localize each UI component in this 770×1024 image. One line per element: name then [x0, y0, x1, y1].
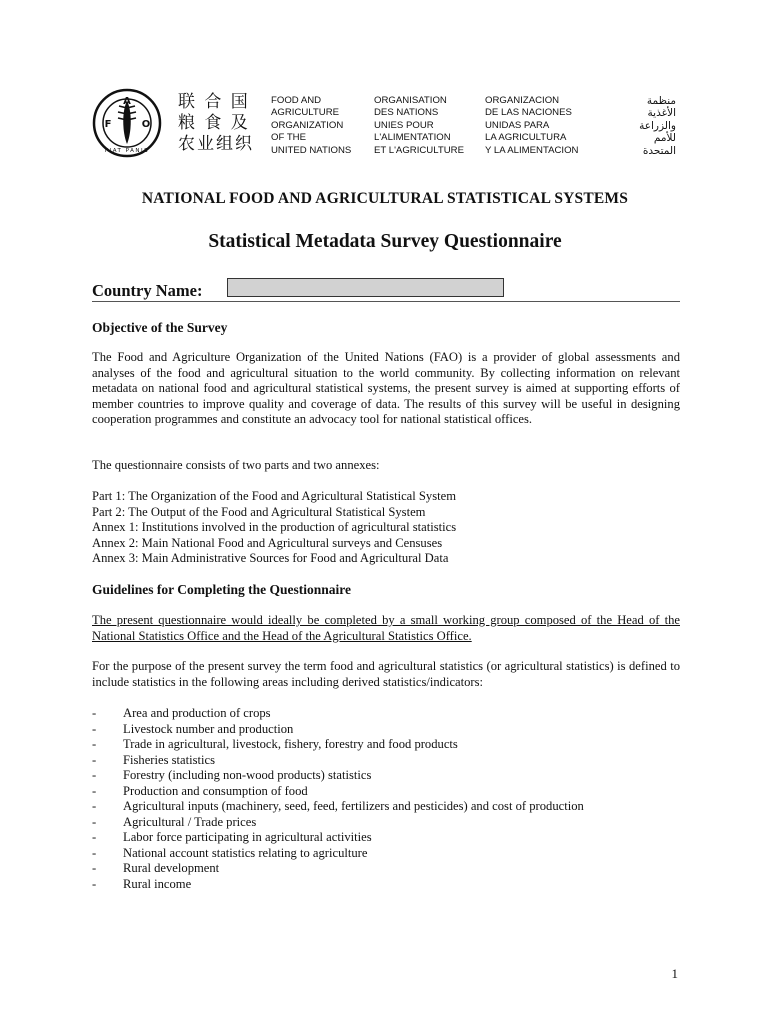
chinese-name: 联 合 国 粮 食 及 农业组织 — [178, 92, 254, 154]
logo-letter-a: A — [123, 96, 131, 107]
fao-header — [92, 88, 682, 158]
list-item: - Production and consumption of food — [92, 783, 308, 798]
page-number: 1 — [671, 966, 678, 981]
parts-item: Annex 2: Main National Food and Agricultural surveys and Censuses — [92, 535, 443, 550]
list-item: - Forestry (including non-wood products) statistics — [92, 768, 372, 782]
guidelines-heading: Guidelines for Completing the Questionnaire — [92, 582, 352, 597]
country-label: Country Name: — [92, 281, 203, 300]
spanish-name: ORGANIZACION DE LAS NACIONES UNIDAS PARA LA AGRICULTURA Y LA ALIMENTACION — [485, 95, 579, 156]
logo-letter-f: F — [104, 119, 112, 130]
list-item: - Fisheries statistics — [92, 752, 215, 767]
list-item: - Rural income — [92, 876, 192, 891]
logo-letter-o: O — [141, 119, 151, 130]
country-row — [92, 278, 680, 302]
list-item: - Area and production of crops — [92, 706, 271, 720]
objective-heading: Objective of the Survey — [92, 320, 228, 335]
list-item: - National account statistics relating to agriculture — [92, 845, 368, 860]
parts-item: Annex 1: Institutions involved in the production of agricultural statistics — [92, 520, 457, 534]
fao-logo — [92, 88, 162, 158]
list-item: - Agricultural inputs (machinery, seed, feed, fertilizers and pesticides) and cost of production — [92, 799, 584, 813]
parts-intro: The questionnaire consists of two parts and two annexes: — [92, 458, 380, 472]
objective-paragraph: The Food and Agriculture Organization of the United Nations (FAO) is a provider of global assessments and analyses of the food and agricultural situation to the world community. By collecting information on relevant metadata on national food and agricultural statistical systems, the present survey is aimed at supporting efforts of member countries to improve quality and coverage of data. The results of this survey will be useful in designing cooperation programmes and constitute an advocacy tool for national statistical offices. — [92, 350, 680, 426]
list-item: - Rural development — [92, 861, 220, 875]
list-item: - Labor force participating in agricultural activities — [92, 830, 372, 844]
french-name: ORGANISATION DES NATIONS UNIES POUR L'ALIMENTATION ET L'AGRICULTURE — [374, 95, 464, 156]
list-item: - Agricultural / Trade prices — [92, 814, 257, 829]
parts-list — [92, 489, 680, 567]
logo-motto: FIAT PANIS — [104, 148, 150, 154]
list-item: - Livestock number and production — [92, 721, 294, 736]
document-subtitle: Statistical Metadata Survey Questionnaire — [208, 231, 562, 252]
areas-list — [92, 706, 680, 892]
guidelines-underlined-paragraph: The present questionnaire would ideally be completed by a small working group composed of the Head of the National Statistics Office and the Head of the Agricultural Statistics Office. — [92, 613, 680, 643]
arabic-name: منظمة الأغذية والزراعة للأمم المتحدة — [639, 95, 676, 157]
parts-item: Part 2: The Output of the Food and Agricultural Statistical System — [92, 504, 426, 519]
country-name-field[interactable] — [227, 278, 504, 297]
parts-item: Annex 3: Main Administrative Sources for Food and Agricultural Data — [92, 551, 449, 565]
definition-paragraph: For the purpose of the present survey the term food and agricultural statistics (or agricultural statistics) is defined to include statistics in the following areas including derived statistics/indicators: — [92, 659, 680, 689]
english-name: FOOD AND AGRICULTURE ORGANIZATION OF THE UNITED NATIONS — [271, 95, 352, 156]
document-title: NATIONAL FOOD AND AGRICULTURAL STATISTICAL SYSTEMS — [141, 190, 629, 207]
parts-item: Part 1: The Organization of the Food and Agricultural Statistical System — [92, 489, 456, 503]
list-item: - Trade in agricultural, livestock, fishery, forestry and food products — [92, 737, 458, 751]
